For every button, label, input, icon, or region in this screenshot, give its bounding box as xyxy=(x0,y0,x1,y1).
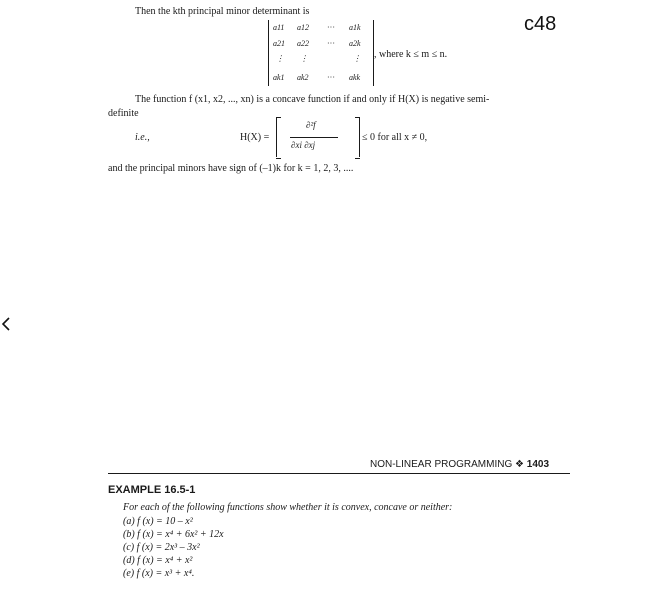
det-cell: a1k xyxy=(349,23,361,32)
hessian-denominator: ∂xi ∂xj xyxy=(291,140,316,150)
corner-label: c48 xyxy=(524,13,557,35)
determinant-condition: , where k ≤ m ≤ n. xyxy=(374,49,448,60)
det-cell: ⋮ xyxy=(276,54,284,63)
det-cell: ⋮ xyxy=(300,54,308,63)
diamond-icon: ❖ xyxy=(515,459,524,470)
example-instruction: For each of the following functions show whether it is convex, concave or neither: xyxy=(123,502,453,513)
det-cell: ··· xyxy=(327,73,335,82)
det-cell: a12 xyxy=(297,23,309,32)
hessian-lhs: H(X) = xyxy=(240,132,270,143)
running-header xyxy=(370,459,549,471)
example-heading: EXAMPLE 16.5-1 xyxy=(108,484,196,496)
fraction-bar xyxy=(290,137,338,138)
concave-line-1: The function f (x1, x2, ..., xn) is a concave function if and only if H(X) is negative semi- xyxy=(135,94,490,105)
det-cell: ··· xyxy=(327,39,335,48)
intro-line: Then the kth principal minor determinant is xyxy=(135,6,310,17)
det-cell: ak2 xyxy=(297,73,309,82)
header-rule xyxy=(108,473,570,474)
det-cell: a2k xyxy=(349,39,361,48)
det-cell: a22 xyxy=(297,39,309,48)
hessian-condition: ≤ 0 for all x ≠ 0, xyxy=(362,132,428,143)
det-cell: a21 xyxy=(273,39,285,48)
det-cell: ak1 xyxy=(273,73,285,82)
det-cell: ··· xyxy=(327,23,335,32)
det-cell: akk xyxy=(349,73,361,82)
example-item: (d) f (x) = x⁴ + x² xyxy=(123,555,193,566)
hessian-numerator: ∂²f xyxy=(306,120,316,130)
det-cell: ⋮ xyxy=(353,54,361,63)
det-cell: a11 xyxy=(273,23,285,32)
principal-minors-line: and the principal minors have sign of (–1)k for k = 1, 2, 3, .... xyxy=(108,163,354,174)
page-edge-mark xyxy=(2,317,10,331)
principal-minor-determinant xyxy=(268,20,374,86)
example-item: (b) f (x) = x⁴ + 6x² + 12x xyxy=(123,529,224,540)
example-item: (e) f (x) = x³ + x⁴. xyxy=(123,568,195,579)
example-item: (c) f (x) = 2x³ – 3x² xyxy=(123,542,200,553)
example-item: (a) f (x) = 10 – x² xyxy=(123,516,193,527)
ie-label: i.e., xyxy=(135,132,150,143)
concave-line-2: definite xyxy=(108,108,139,119)
running-header-title: NON-LINEAR PROGRAMMING xyxy=(370,459,513,470)
page-number: 1403 xyxy=(526,459,550,470)
